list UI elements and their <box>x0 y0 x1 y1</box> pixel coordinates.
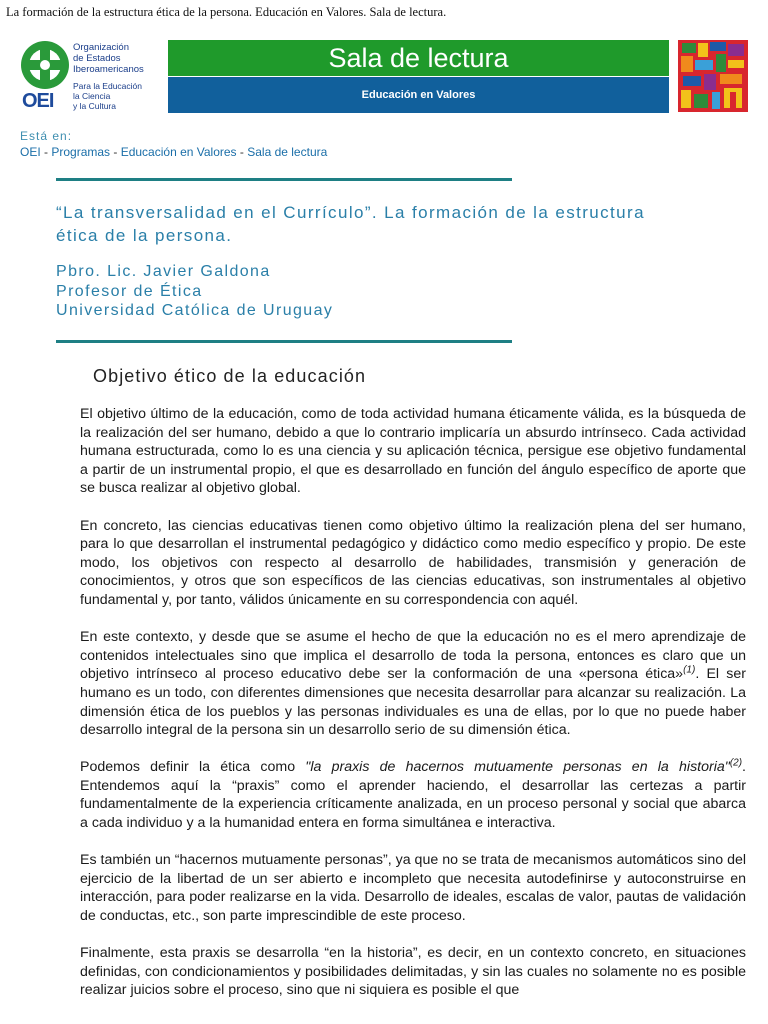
paragraph: Podemos definir la ética como "la praxis de hacernos mutuamente personas en la historia"$^{(2)}$. Entendemos aquí la “praxis” como el aprender haciendo, el desarrollar las certezas a partir fundamentalmente de la experiencia críticamente analizada, en un proceso personal y social que abarca a cada individuo y a la humanidad entera en forma simultánea e interactiva. <box>80 757 746 832</box>
author-role: Profesor de Ética <box>56 282 203 300</box>
paragraph: Es también un “hacernos mutuamente personas”, ya que no se trata de mecanismos automáticos sino del ejercicio de la libertad de un ser abierto e incompleto que necesita autodefinirse y autoconstruirse en interacción, para poder realizarse en la vida. Desarrollo de ideales, escalas de valor, pautas de validación de conductas, etc., son parte imprescindible de este proceso. <box>80 852 746 925</box>
breadcrumb-separator: - <box>236 145 248 159</box>
article-title: “La transversalidad en el Currículo”. La formación de la estructura ética de la persona. <box>56 203 645 245</box>
breadcrumb-link-sala-lectura[interactable]: Sala de lectura <box>247 145 328 159</box>
mosaic-pattern-icon <box>678 40 748 112</box>
breadcrumb-label: Está en: <box>20 129 73 143</box>
logo-subtitle: Para la Educación la Ciencia y la Cultura <box>73 81 142 111</box>
divider-top <box>56 178 512 181</box>
divider-bottom <box>56 340 512 343</box>
paragraph: Finalmente, esta praxis se desarrolla “en la historia”, es decir, en un contexto concreto, en situaciones definidas, con condicionamientos y posibilidades delimitadas, y sin las cuales no solamente no es posible realizar juicios sobre el proceso, sino que ni siquiera es posible el que <box>80 945 746 999</box>
footnote-link-1[interactable]: (1) <box>683 664 696 676</box>
author-name: Pbro. Lic. Javier Galdona <box>56 263 271 280</box>
article-body <box>80 405 746 1019</box>
paragraph: En este contexto, y desde que se asume el hecho de que la educación no es el mero aprendizaje de contenidos intelectuales sino que implica el desarrollo de toda la persona, entonces es claro que un objetivo intrínseco al proceso educativo debe ser la conformación de una «persona ética»$^{(1)}$. El ser humano es un todo, con diferentes dimensiones que necesita desarrollar para alcanzar su realización. La dimensión ética de los pueblos y las personas individuales es una de ellas, por lo que no puede haber desarrollo integral de la persona sin un desarrollo serio de su dimensión ética. <box>80 629 746 739</box>
oei-emblem-icon <box>20 40 70 90</box>
logo-acronym: OEI <box>22 90 54 112</box>
breadcrumb <box>20 145 327 159</box>
ethics-definition-quote: "la praxis de hacernos mutuamente personas en la historia" <box>305 759 730 776</box>
paragraph: En concreto, las ciencias educativas tienen como objetivo último la realización plena del ser humano, para lo que desarrollan el instrumental pedagógico y didáctico como medio específico y propio. De este modo, los objetivos con respecto al desarrollo de habilidades, transmisión y generación de conocimientos, y otros que son específicos de las ciencias educativas, son instrumentales al objetivo fundamental y, por tanto, válidos únicamente en su correspondencia con aquél. <box>80 517 746 608</box>
document-title: La formación de la estructura ética de la persona. Educación en Valores. Sala de lectura. <box>6 5 447 19</box>
logo-org-name: Organización de Estados Iberoamericanos <box>73 42 144 75</box>
oei-logo[interactable] <box>20 40 165 116</box>
banner-title: Sala de lectura <box>168 40 669 76</box>
author-block <box>56 262 333 321</box>
breadcrumb-link-programas[interactable]: Programas <box>51 145 111 159</box>
author-institution: Universidad Católica de Uruguay <box>56 302 334 319</box>
breadcrumb-separator: - <box>40 145 52 159</box>
banner-subtitle: Educación en Valores <box>168 77 669 113</box>
footnote-link-2[interactable]: (2) <box>729 757 743 769</box>
breadcrumb-link-educacion-valores[interactable]: Educación en Valores <box>120 145 237 159</box>
breadcrumb-separator: - <box>110 145 121 159</box>
paragraph: El objetivo último de la educación, como de toda actividad humana éticamente válida, es la búsqueda de la realización del ser humano, debido a que lo contrario implicaría un absurdo intrínseco. Cada actividad humana estructurada, como lo es una ciencia y su aplicación técnica, persigue ese objetivo fundamental a partir de un instrumental propio, el que es desarrollado en función del ángulo específico de aporte que se busca realizar al objetivo global. <box>80 406 746 497</box>
breadcrumb-link-oei[interactable]: OEI <box>20 145 41 159</box>
section-heading: Objetivo ético de la educación <box>93 366 367 386</box>
